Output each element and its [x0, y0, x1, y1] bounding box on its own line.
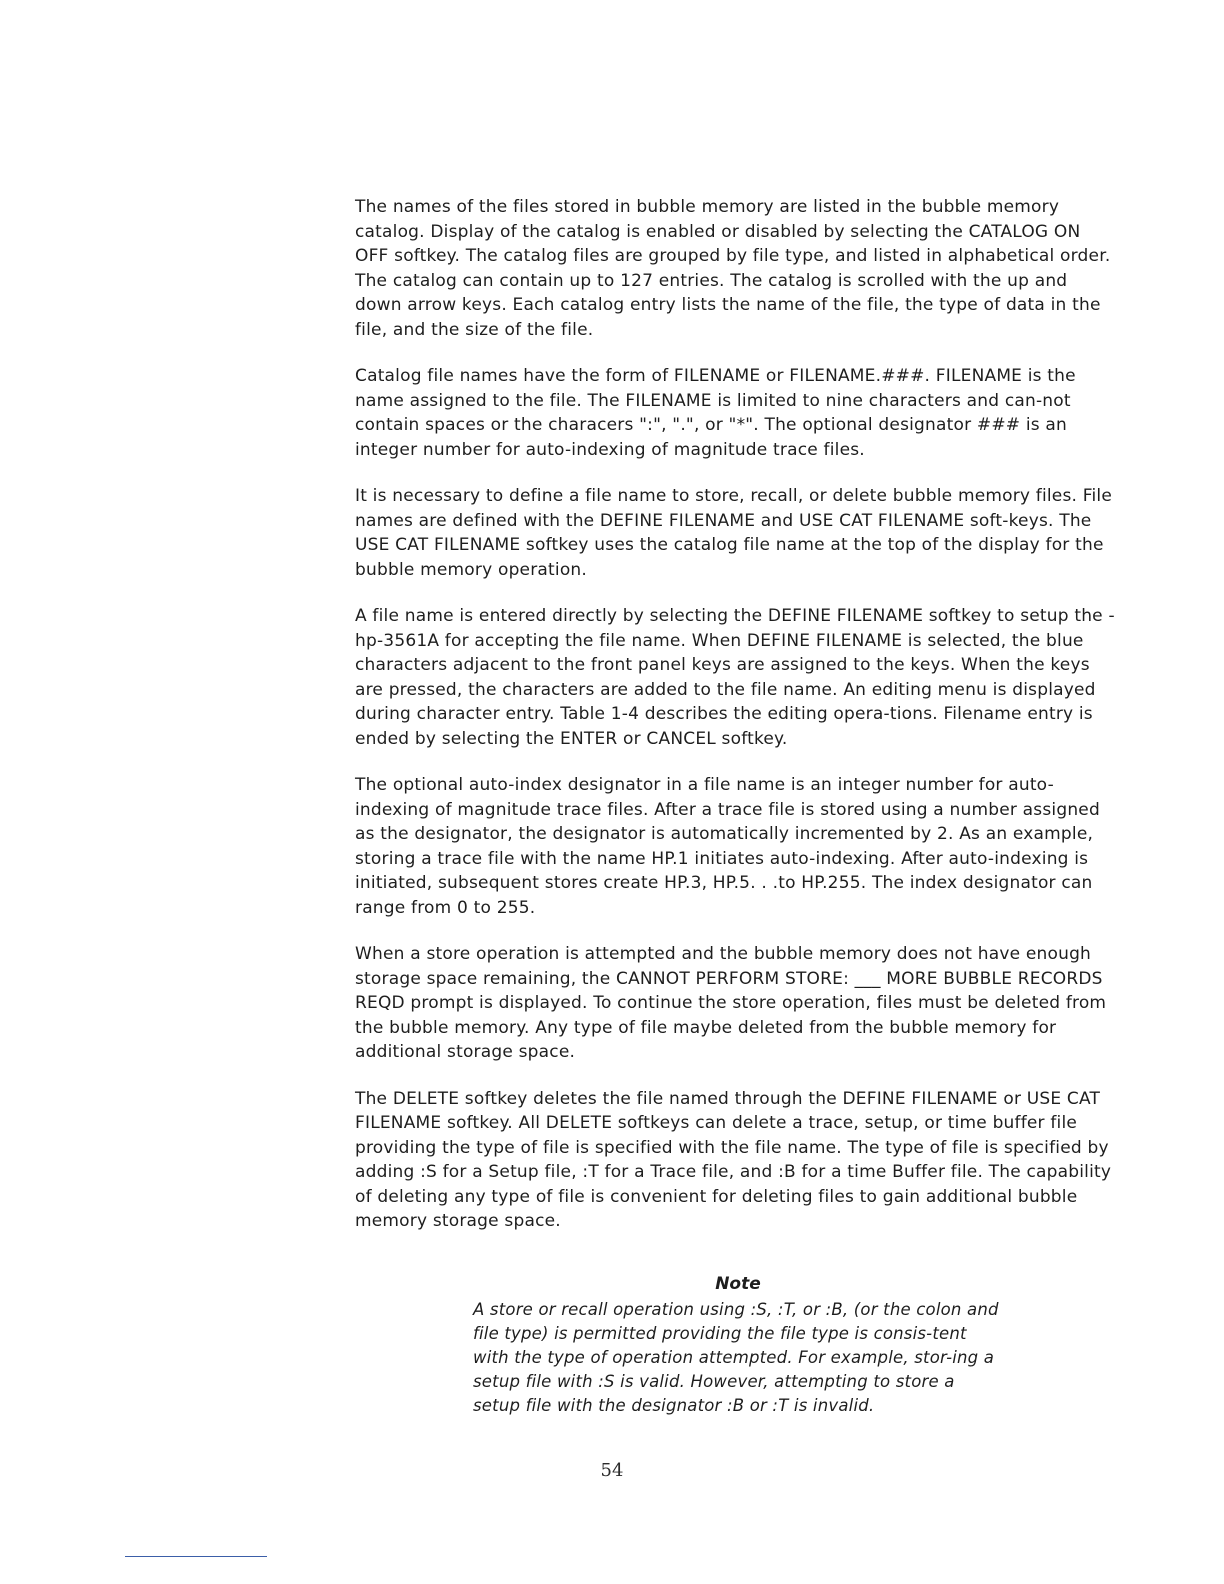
paragraph-store-space: When a store operation is attempted and the bubble memory does not have enough storage space remaining, the CANNOT PERFORM STORE: ___ MORE BUBBLE RECORDS REQD prompt is displayed. To continue the store operation, files must be deleted from the bubble memory. Any type of file maybe deleted from the bubble memory for additional storage space.	[355, 944, 1107, 1062]
note-title: Note	[715, 1274, 761, 1294]
page-number: 54	[600, 1460, 624, 1481]
note-box	[473, 1272, 1003, 1418]
paragraph-define-filename: It is necessary to define a file name to store, recall, or delete bubble memory files. File names are defined with the DEFINE FILENAME and USE CAT FILENAME soft-keys. The USE CAT FILENAME softkey uses the catalog file name at the top of the display for the bubble memory operation.	[355, 486, 1112, 580]
footnote-divider	[125, 1556, 267, 1557]
paragraph-delete: The DELETE softkey deletes the file named through the DEFINE FILENAME or USE CAT FILENAME softkey. All DELETE softkeys can delete a trace, setup, or time buffer file providing the type of file is specified with the file name. The type of file is specified by adding :S for a Setup file, :T for a Trace file, and :B for a time Buffer file. The capability of deleting any type of file is convenient for deleting files to gain additional bubble memory storage space.	[355, 1088, 1112, 1231]
paragraph-entering-filename: A file name is entered directly by selecting the DEFINE FILENAME softkey to setup the -hp-3561A for accepting the file name. When DEFINE FILENAME is selected, the blue characters adjacent to the front panel keys are assigned to the keys. When the keys are pressed, the characters are added to the file name. An editing menu is displayed during character entry. Table 1-4 describes the editing opera-tions. Filename entry is ended by selecting the ENTER or CANCEL softkey.	[355, 606, 1115, 749]
paragraph-auto-index: The optional auto-index designator in a file name is an integer number for auto-indexing of magnitude trace files. After a trace file is stored using a number assigned as the designator, the designator is automatically incremented by 2. As an example, storing a trace file with the name HP.1 initiates auto-indexing. After auto-indexing is initiated, subsequent stores create HP.3, HP.5. . .to HP.255. The index designator can range from 0 to 255.	[355, 775, 1100, 918]
paragraph-filename-form: Catalog file names have the form of FILENAME or FILENAME.###. FILENAME is the name assigned to the file. The FILENAME is limited to nine characters and can-not contain spaces or the characers ":", ".", or "*". The optional designator ### is an integer number for auto-indexing of magnitude trace files.	[355, 366, 1076, 460]
body-text	[355, 195, 1115, 1256]
paragraph-catalog: The names of the files stored in bubble memory are listed in the bubble memory catalog. Display of the catalog is enabled or disabled by selecting the CATALOG ON OFF softkey. The catalog files are grouped by file type, and listed in alphabetical order. The catalog can contain up to 127 entries. The catalog is scrolled with the up and down arrow keys. Each catalog entry lists the name of the file, the type of data in the file, and the size of the file.	[355, 197, 1111, 340]
note-body: A store or recall operation using :S, :T, or :B, (or the colon and file type) is permitted providing the file type is consis-tent with the type of operation attempted. For example, stor-ing a setup file with :S is valid. However, attempting to store a setup file with the designator :B or :T is invalid.	[473, 1300, 999, 1415]
